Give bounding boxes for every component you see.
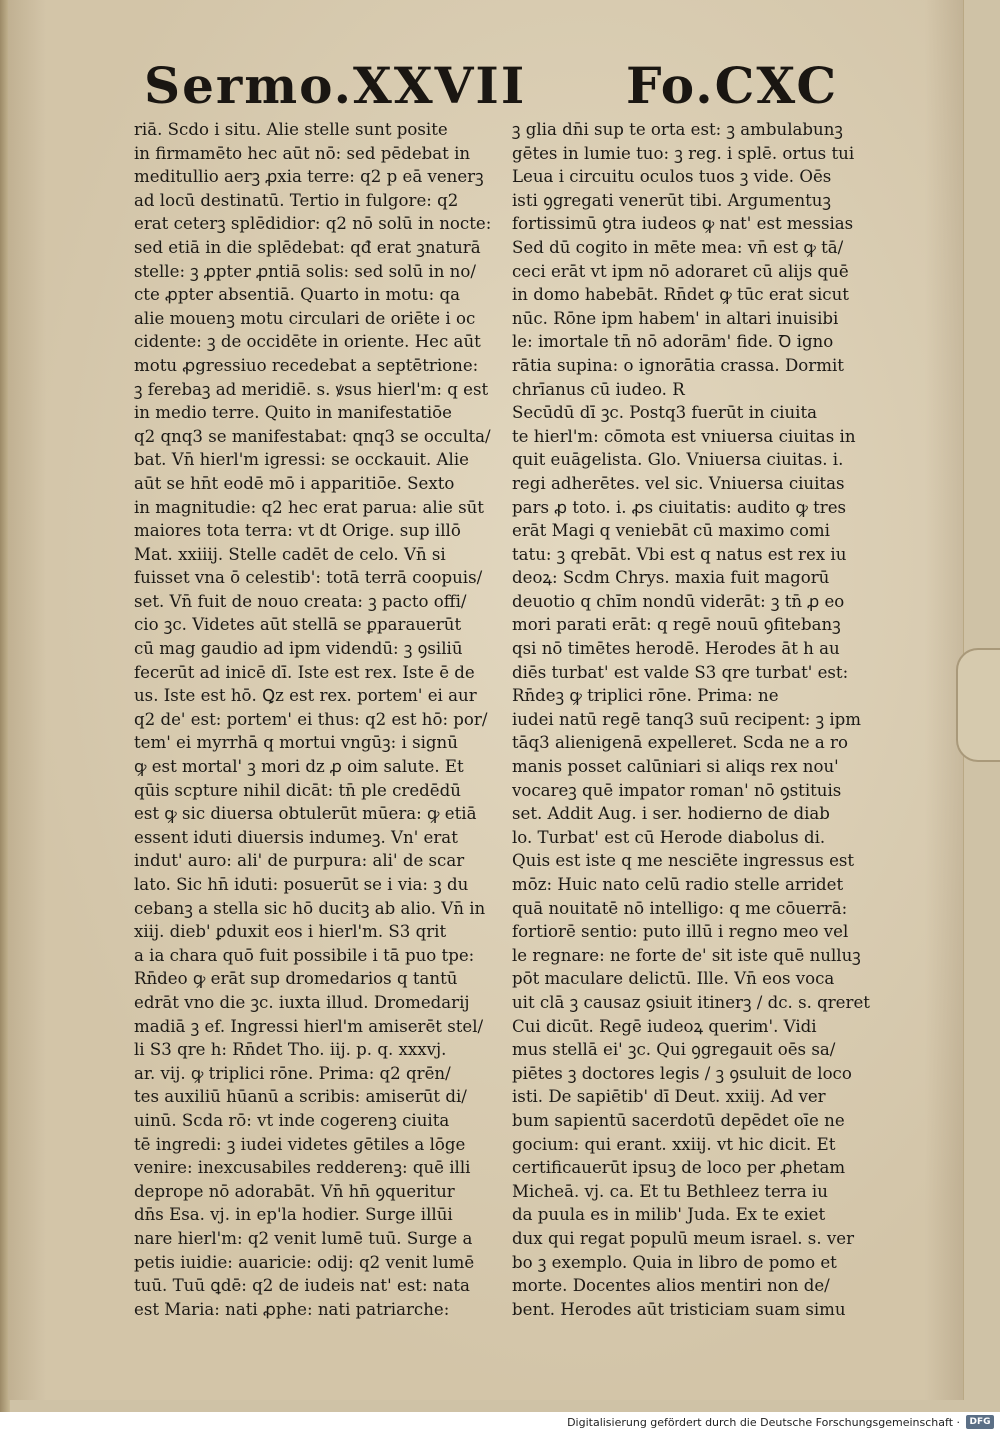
text-line: in firmamēto hec aūt nō: sed pēdebat in — [134, 143, 471, 163]
footer-bar — [0, 1412, 1000, 1434]
text-line: manis posset calūniari si aliqs rex nou' — [512, 757, 839, 777]
text-line: da puula es in milib' Juda. Ex te exiet — [512, 1205, 826, 1225]
text-line: ꝫ ferebaꝫ ad meridiē. s. ꝟsus hierl'm: q est — [134, 379, 489, 399]
text-line: dux qui regat populū meum israel. s. ver — [512, 1228, 855, 1248]
text-line: dn̄s Esa. vj. in ep'la hodier. Surge illūi — [134, 1205, 453, 1225]
text-line: Rn̄deꝫ ꝙ triplici rōne. Prima: ne — [512, 686, 779, 706]
text-line: le regnare: ne forte de' sit iste quē nulluꝫ — [512, 945, 861, 965]
text-line: set. Vn̄ fuit de nouo creata: ꝫ pacto offi/ — [134, 591, 467, 611]
text-line: cebanꝫ a stella sic hō ducitꝫ ab alio. Vn̄ in — [134, 898, 486, 918]
text-line: tuū. Tuū ꝗdē: q2 de iudeis nat' est: nata — [134, 1276, 470, 1296]
text-line: indut' auro: ali' de purpura: ali' de scar — [134, 851, 465, 871]
text-line: fortissimū ꝯtra iudeos ꝙ nat' est messias — [512, 214, 854, 234]
text-line: tem' ei myrrhā q mortui vngūꝫ: i signū — [134, 733, 458, 753]
text-line: in magnitudie: q2 hec erat parua: alie sūt — [134, 497, 484, 517]
text-line: cidente: ꝫ de occidēte in oriente. Hec aūt — [134, 332, 481, 352]
text-line: bo ꝫ exemplo. Quia in libro de pomo et — [512, 1252, 837, 1272]
text-line: Sed dū cogito in mēte mea: vn̄ est ꝙ tā/ — [512, 237, 844, 257]
text-line: rātia supina: o ignorātia crassa. Dormit — [512, 355, 844, 375]
text-line: a ia chara quō fuit possibile i tā puo tpe: — [134, 945, 475, 965]
text-line: riā. Scdo i situ. Alie stelle sunt posite — [134, 120, 448, 139]
text-line: q2 de' est: portem' ei thus: q2 est hō: por/ — [134, 709, 488, 729]
text-line: certificauerūt ipsuꝫ de loco per ꝓhetam — [512, 1158, 846, 1178]
text-line: in medio terre. Quito in manifestatiōe — [134, 403, 452, 423]
text-line: lo. Turbat' est cū Herode diabolus di. — [512, 827, 826, 847]
text-line: cio ꝫc. Videtes aūt stellā se ꝑparauerūt — [134, 615, 462, 635]
text-line: est ꝙ sic diuersa obtulerūt mūera: ꝙ etiā — [134, 804, 477, 824]
text-line: tes auxiliū hūanū a scribis: amiserūt di/ — [134, 1087, 467, 1107]
text-line: le: imortale tn̄ nō adorām' fide. Ꝺ igno — [512, 332, 834, 352]
text-line: iudei natū regē tanq3 suū recipent: ꝫ ipm — [512, 709, 861, 729]
funding-notice: Digitalisierung gefördert durch die Deutsche Forschungsgemeinschaft · — [567, 1416, 960, 1429]
text-line: madiā ꝫ ef. Ingressi hierl'm amiserēt stel/ — [134, 1016, 484, 1036]
text-line: uit clā ꝫ causaz ꝯsiuit itinerꝫ / dc. s. qreret — [512, 992, 870, 1012]
text-line: erāt Magi q veniebāt cū maximo comi — [512, 521, 830, 541]
text-line: quit euāgelista. Glo. Vniuersa ciuitas. i. — [512, 450, 844, 470]
dfg-logo: DFG — [966, 1415, 994, 1429]
text-line: essent iduti diuersis indumeꝫ. Vn' erat — [134, 827, 458, 847]
text-line: Micheā. vj. ca. Et tu Bethleez terra iu — [512, 1181, 828, 1201]
text-line: xiij. dieb' ꝑduxit eos i hierl'm. S3 qrit — [134, 922, 447, 942]
text-line: tatu: ꝫ qrebāt. Vbi est q natus est rex iu — [512, 544, 847, 564]
text-line: fuisset vna ō celestib': totā terrā coopuis/ — [134, 568, 483, 588]
text-line: lato. Sic hn̄ iduti: posuerūt se i via: ꝫ du — [134, 875, 469, 894]
text-line: deuotio q chīm nondū viderāt: ꝫ tn̄ ꝓ eo — [512, 591, 845, 611]
text-line: Mat. xxiiij. Stelle cadēt de celo. Vn̄ si — [134, 544, 446, 564]
text-line: pars ꝓ toto. i. ꝓs ciuitatis: audito ꝙ tres — [512, 497, 847, 517]
text-line: Rn̄deo ꝙ erāt sup dromedarios q tantū — [134, 969, 458, 989]
text-line: quā nouitatē nō intelligo: q me cōuerrā: — [512, 898, 848, 918]
text-line: bent. Herodes aūt tristiciam suam simu — [512, 1299, 846, 1319]
text-line: cū mag gaudio ad ipm videndū: ꝫ ꝯsiliū — [134, 639, 463, 659]
text-line: est Maria: nati ꝓphe: nati patriarche: — [134, 1299, 450, 1319]
text-line: tē ingredi: ꝫ iudei videtes gētiles a lōge — [134, 1134, 466, 1154]
text-line: mōz: Huic nato celū radio stelle arridet — [512, 875, 844, 894]
text-line: erat ceterꝫ splēdidior: q2 nō solū in nocte: — [134, 214, 492, 234]
text-line: regi adherētes. vel sic. Vniuersa ciuitas — [512, 473, 845, 493]
text-line: gētes in lumie tuo: ꝫ reg. i splē. ortus tui — [512, 143, 855, 163]
text-line: sed etiā in die splēdebat: qđ erat ꝫnaturā — [134, 237, 481, 257]
text-line: maiores tota terra: vt dt Orige. sup illō — [134, 521, 461, 541]
text-line: li S3 qre h: Rn̄det Tho. iij. p. q. xxxvj. — [134, 1040, 447, 1060]
text-line: Quis est iste q me nesciēte ingressus est — [512, 851, 855, 871]
text-line: petis iuidie: auaricie: odij: q2 venit lumē — [134, 1252, 475, 1272]
text-line: bat. Vn̄ hierl'm igressi: se occkauit. Alie — [134, 450, 469, 470]
text-line: alie mouenꝫ motu circulari de oriēte i oc — [134, 308, 476, 328]
text-line: in domo habebāt. Rn̄det ꝙ tūc erat sicut — [512, 285, 849, 305]
text-line: fortiorē sentio: puto illū i regno meo vel — [512, 922, 849, 942]
text-line: ꝫ glia dn̄i sup te orta est: ꝫ ambulabunꝫ — [512, 120, 843, 139]
text-line: pōt maculare delictū. Ille. Vn̄ eos voca — [512, 969, 835, 989]
text-line: meditullio aerꝫ ꝓxia terre: q2 p eā venerꝫ — [134, 167, 484, 187]
text-line: piētes ꝫ doctores legis / ꝫ ꝯsuluit de loco — [512, 1063, 852, 1083]
text-line: tāq3 alienigenā expelleret. Scda ne a ro — [512, 733, 848, 753]
text-line: Secūdū dī ꝫc. Postq3 fuerūt in ciuita — [512, 403, 818, 423]
text-line: nare hierl'm: q2 venit lumē tuū. Surge a — [134, 1228, 473, 1248]
text-line: motu ꝓgressiuo recedebat a septētrione: — [134, 355, 479, 375]
text-line: ceci erāt vt ipm nō adoraret cū alijs quē — [512, 261, 849, 281]
text-line: venire: inexcusabiles redderenꝫ: quē illi — [134, 1158, 471, 1178]
text-line: fecerūt ad inicē dī. Iste est rex. Iste ē de — [134, 662, 475, 682]
text-line: ꝙ est mortal' ꝫ mori dz ꝓ oim salute. Et — [134, 757, 464, 777]
text-line: us. Iste est hō. Ꝗz est rex. portem' ei aur — [134, 686, 477, 706]
text-line: Cui dicūt. Regē iudeoꝝ querim'. Vidi — [512, 1016, 817, 1036]
text-column-right — [512, 118, 882, 1321]
text-line: edrāt vno die ꝫc. iuxta illud. Dromedarij — [134, 992, 470, 1012]
text-line: stelle: ꝫ ꝓpter ꝓntiā solis: sed solū in no/ — [134, 261, 476, 281]
text-line: Leua i circuitu oculos tuos ꝫ vide. Oēs — [512, 167, 832, 187]
running-header — [8, 44, 963, 124]
text-line: aūt se hn̄t eodē mō i apparitiōe. Sexto — [134, 473, 455, 493]
text-line: deoꝝ: Scdm Chrys. maxia fuit magorū — [512, 568, 830, 588]
text-line: deprope nō adorabāt. Vn̄ hn̄ ꝯqueritur — [134, 1181, 455, 1201]
text-line: bum sapientū sacerdotū depēdet oīe ne — [512, 1110, 845, 1130]
text-line: uinū. Scda rō: vt inde cogerenꝫ ciuita — [134, 1110, 450, 1130]
text-line: morte. Docentes alios mentiri non de/ — [512, 1276, 830, 1296]
book-page — [8, 0, 964, 1400]
text-column-left — [134, 118, 502, 1321]
text-line: set. Addit Aug. i ser. hodierno de diab — [512, 804, 830, 824]
text-line: te hierl'm: cōmota est vniuersa ciuitas in — [512, 426, 856, 446]
text-line: ar. vij. ꝙ triplici rōne. Prima: q2 qrēn/ — [134, 1063, 451, 1083]
text-line: cte ꝓpter absentiā. Quarto in motu: qa — [134, 285, 460, 305]
header-folio-number: Fo.CXC — [626, 56, 839, 115]
text-line: qūis scpture nihil dicāt: tn̄ ple credēdū — [134, 780, 461, 800]
text-line: isti ꝯgregati venerūt tibi. Argumentuꝫ — [512, 190, 831, 210]
text-line: diēs turbat' est valde S3 qre turbat' est: — [512, 662, 849, 682]
text-line: vocareꝫ quē impator roman' nō ꝯstituis — [512, 780, 842, 800]
text-line: qsi nō timētes herodē. Herodes āt h au — [512, 639, 840, 659]
text-line: nūc. Rōne ipm habem' in altari inuisibi — [512, 308, 839, 328]
text-line: isti. De sapiētib' dī Deut. xxiij. Ad ver — [512, 1087, 826, 1107]
page-tab-marker — [956, 648, 1000, 762]
text-line: chrīanus cū iudeo. R — [512, 379, 685, 399]
text-line: q2 qnq3 se manifestabat: qnq3 se occulta/ — [134, 426, 491, 446]
header-sermon-title: Sermo.XXVII — [144, 56, 527, 115]
text-line: mus stellā ei' ꝫc. Qui ꝯgregauit oēs sa/ — [512, 1040, 836, 1060]
text-line: mori parati erāt: q regē nouū ꝯfitebanꝫ — [512, 615, 841, 635]
text-line: ad locū destinatū. Tertio in fulgore: q2 — [134, 190, 459, 210]
text-line: gocium: qui erant. xxiij. vt hic dicit. Et — [512, 1134, 836, 1154]
